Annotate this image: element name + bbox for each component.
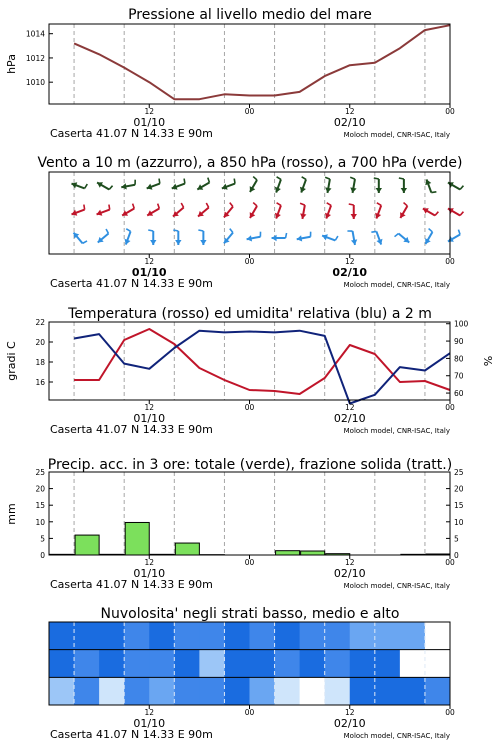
day-label: 01/10 <box>133 116 166 129</box>
wind-barb <box>286 233 287 238</box>
wind-barb <box>335 236 338 240</box>
y-tick-label-right: 10 <box>454 517 464 527</box>
precipitation-panel <box>5 457 464 591</box>
pressure-line <box>74 25 450 99</box>
x-tick-label: 00 <box>445 708 455 717</box>
y-tick-label-right: 80 <box>454 354 464 364</box>
y-tick-label: 5 <box>40 534 45 544</box>
cloud-cell <box>375 677 401 705</box>
day-label: 01/10 <box>133 567 166 580</box>
cloud-cell <box>350 650 376 678</box>
footer-location: Caserta 41.07 N 14.33 E 90m <box>50 127 213 140</box>
wind-barb <box>148 230 153 231</box>
y-tick-label: 25 <box>35 468 45 477</box>
wind-barb <box>181 203 183 207</box>
y-tick-label: 20 <box>35 484 45 494</box>
footer-model: Moloch model, CNR-ISAC, Italy <box>343 281 450 289</box>
day-label: 02/10 <box>332 266 368 279</box>
cloud-cell <box>74 677 100 705</box>
precip-bar <box>301 551 325 555</box>
y-tick-label: 15 <box>35 501 45 511</box>
cloud-cell <box>325 677 351 705</box>
cloud-cell <box>99 677 125 705</box>
cloud-cell <box>250 650 276 678</box>
cloud-cell <box>300 650 326 678</box>
x-tick-label: 00 <box>244 107 255 116</box>
wind-barb <box>109 186 112 190</box>
wind-arrowhead <box>351 214 357 219</box>
plot-frame <box>49 24 450 104</box>
x-tick-label: 00 <box>244 257 255 266</box>
cloud-cell <box>325 650 351 678</box>
y-tick-label-right: 60 <box>454 389 464 399</box>
wind-arrowhead <box>401 188 407 193</box>
cloud-cell <box>300 677 326 705</box>
cloud-cell <box>375 622 401 650</box>
wind-barb <box>85 184 88 188</box>
y-tick-label-right: 15 <box>454 501 464 511</box>
y-tick-label: 1012 <box>25 53 45 63</box>
wind-barb <box>158 204 160 209</box>
plot-frame <box>49 472 450 555</box>
wind-barb <box>126 229 130 232</box>
wind-barb <box>253 203 257 206</box>
x-tick-label: 00 <box>445 403 455 412</box>
x-tick-label: 00 <box>244 558 255 567</box>
cloud-cell <box>224 677 250 705</box>
wind-barb <box>435 212 438 216</box>
day-label: 01/10 <box>133 717 166 730</box>
plot-frame <box>49 172 450 254</box>
cloud-cell <box>275 677 301 705</box>
precipitation-title: Precip. acc. in 3 ore: totale (verde), frazione solida (tratt.) <box>47 457 453 473</box>
footer-model: Moloch model, CNR-ISAC, Italy <box>343 582 450 590</box>
precip-bar <box>276 551 300 555</box>
footer-model: Moloch model, CNR-ISAC, Italy <box>343 131 450 139</box>
wind-barb <box>198 230 203 231</box>
cloud-cell <box>149 650 175 678</box>
cloud-cell <box>49 650 75 678</box>
pressure-ylabel: hPa <box>5 54 18 74</box>
x-tick-label: 12 <box>144 257 155 266</box>
footer-location: Caserta 41.07 N 14.33 E 90m <box>50 728 213 741</box>
cloud-cell <box>400 650 426 678</box>
precip-bar <box>125 522 149 555</box>
x-tick-label: 12 <box>344 708 355 717</box>
cloud-cell <box>224 650 250 678</box>
cloud-title: Nuvolosita' negli strati basso, medio e alto <box>100 606 400 622</box>
cloud-cell <box>250 677 276 705</box>
precipitation-ylabel: mm <box>5 503 18 525</box>
temperature-panel <box>5 306 495 436</box>
cloud-cell <box>425 650 451 678</box>
y-tick-label-right: 100 <box>454 319 469 329</box>
x-tick-label: 12 <box>344 257 355 266</box>
day-label: 02/10 <box>333 116 366 129</box>
x-tick-label: 12 <box>344 403 355 412</box>
cloud-cell <box>124 622 150 650</box>
y-tick-label: 22 <box>35 318 45 327</box>
cloud-cell <box>400 677 426 705</box>
cloud-cell <box>425 622 451 650</box>
wind-arrowhead <box>175 240 181 245</box>
wind-barb <box>374 178 379 179</box>
wind-barb <box>253 177 257 180</box>
cloud-cell <box>174 650 200 678</box>
wind-barb <box>230 203 233 207</box>
x-tick-label: 12 <box>144 403 155 412</box>
wind-barb <box>404 203 408 206</box>
wind-barb <box>395 234 399 237</box>
wind-barb <box>429 229 433 232</box>
wind-barb <box>350 177 355 179</box>
day-label: 02/10 <box>333 717 366 730</box>
cloud-cell <box>124 677 150 705</box>
y-tick-label: 0 <box>40 551 45 560</box>
cloud-cell <box>250 622 276 650</box>
cloud-cell <box>99 622 125 650</box>
x-tick-label: 12 <box>144 558 155 567</box>
cloud-cell <box>49 677 75 705</box>
x-tick-label: 12 <box>144 708 155 717</box>
wind-barb <box>234 179 235 184</box>
x-tick-label: 12 <box>144 107 155 116</box>
y-tick-label-right: 5 <box>454 534 459 544</box>
wind-arrowhead <box>150 240 156 245</box>
x-tick-label: 00 <box>445 257 455 266</box>
plot-frame <box>49 322 450 400</box>
footer-model: Moloch model, CNR-ISAC, Italy <box>343 427 450 435</box>
day-label: 01/10 <box>133 412 166 425</box>
footer-location: Caserta 41.07 N 14.33 E 90m <box>50 423 213 436</box>
y-tick-label-right: 25 <box>454 468 464 477</box>
wind-barb <box>184 179 185 184</box>
wind-barb <box>371 231 376 232</box>
wind-arrowhead <box>376 188 382 193</box>
temperature-title: Temperatura (rosso) ed umidita' relativa (blu) a 2 m <box>68 306 432 322</box>
cloud-cell <box>174 622 200 650</box>
pressure-title: Pressione al livello medio del mare <box>128 7 372 23</box>
cloud-cell <box>300 622 326 650</box>
cloud-cell <box>74 650 100 678</box>
day-label: 02/10 <box>333 567 366 580</box>
cloud-cell <box>199 677 225 705</box>
wind-barb <box>460 186 463 190</box>
cloud-cell <box>74 622 100 650</box>
wind-barb <box>377 203 381 206</box>
wind-barb <box>277 203 281 206</box>
wind-barb <box>302 177 306 180</box>
wind-barb <box>159 179 160 184</box>
cloud-cell <box>149 622 175 650</box>
y-tick-label-right: 70 <box>454 371 464 381</box>
wind-barb <box>133 204 135 209</box>
cloud-cell <box>325 622 351 650</box>
cloud-cell <box>99 650 125 678</box>
wind-barb <box>349 204 354 205</box>
y-tick-label: 10 <box>35 517 45 527</box>
x-tick-label: 12 <box>344 107 355 116</box>
wind-barb <box>431 192 436 193</box>
cloud-cell <box>350 677 376 705</box>
temperature-line <box>74 329 450 394</box>
wind-barb <box>399 178 404 179</box>
x-tick-label: 12 <box>344 558 355 567</box>
cloud-cell <box>49 622 75 650</box>
x-tick-label: 00 <box>244 403 255 412</box>
precip-bar <box>175 543 199 555</box>
wind-barb <box>460 212 463 216</box>
y-tick-label-right: 0 <box>454 551 459 560</box>
day-label: 02/10 <box>333 412 366 425</box>
x-tick-label: 00 <box>445 558 455 567</box>
cloud-cell <box>350 622 376 650</box>
y-tick-label-right: 20 <box>454 484 464 494</box>
wind-barb <box>325 177 330 179</box>
footer-location: Caserta 41.07 N 14.33 E 90m <box>50 578 213 591</box>
wind-barb <box>300 203 305 205</box>
wind-barb <box>327 203 331 206</box>
wind-barb <box>277 177 281 180</box>
x-tick-label: 00 <box>244 708 255 717</box>
footer-location: Caserta 41.07 N 14.33 E 90m <box>50 277 213 290</box>
y-tick-label: 16 <box>35 378 45 387</box>
cloud-cell <box>149 677 175 705</box>
wind-barb <box>458 230 460 235</box>
wind-barb <box>206 203 208 207</box>
cloud-cell <box>224 622 250 650</box>
wind-arrowhead <box>200 240 206 245</box>
cloud-cell <box>400 622 426 650</box>
cloud-cell <box>275 650 301 678</box>
pressure-panel <box>5 7 455 140</box>
wind-barb <box>84 205 85 210</box>
humidity-line <box>74 331 450 404</box>
precip-bar <box>75 535 99 555</box>
footer-model: Moloch model, CNR-ISAC, Italy <box>343 732 450 740</box>
cloud-panel <box>49 606 455 741</box>
wind-barb <box>106 229 108 233</box>
wind-barb <box>230 229 233 233</box>
cloud-cell <box>375 650 401 678</box>
wind-barb <box>173 230 178 231</box>
temperature-ylabel: gradi C <box>5 341 18 381</box>
wind-barb <box>109 205 110 210</box>
y-tick-label: 1010 <box>25 78 45 88</box>
cloud-cell <box>275 622 301 650</box>
cloud-cell <box>199 622 225 650</box>
cloud-cell <box>174 677 200 705</box>
y-tick-label: 20 <box>35 338 45 347</box>
x-tick-label: 00 <box>445 107 455 116</box>
day-label: 01/10 <box>131 266 167 279</box>
cloud-cell <box>199 650 225 678</box>
wind-barb <box>83 241 87 243</box>
wind-title: Vento a 10 m (azzurro), a 850 hPa (rosso), a 700 hPa (verde) <box>37 155 463 171</box>
wind-panel <box>37 155 463 290</box>
humidity-ylabel: % <box>482 355 495 367</box>
wind-barb <box>208 178 210 183</box>
cloud-cell <box>124 650 150 678</box>
cloud-cell <box>425 677 451 705</box>
y-tick-label-right: 90 <box>454 337 464 347</box>
y-tick-label: 18 <box>35 358 45 367</box>
y-tick-label: 1014 <box>25 29 45 39</box>
